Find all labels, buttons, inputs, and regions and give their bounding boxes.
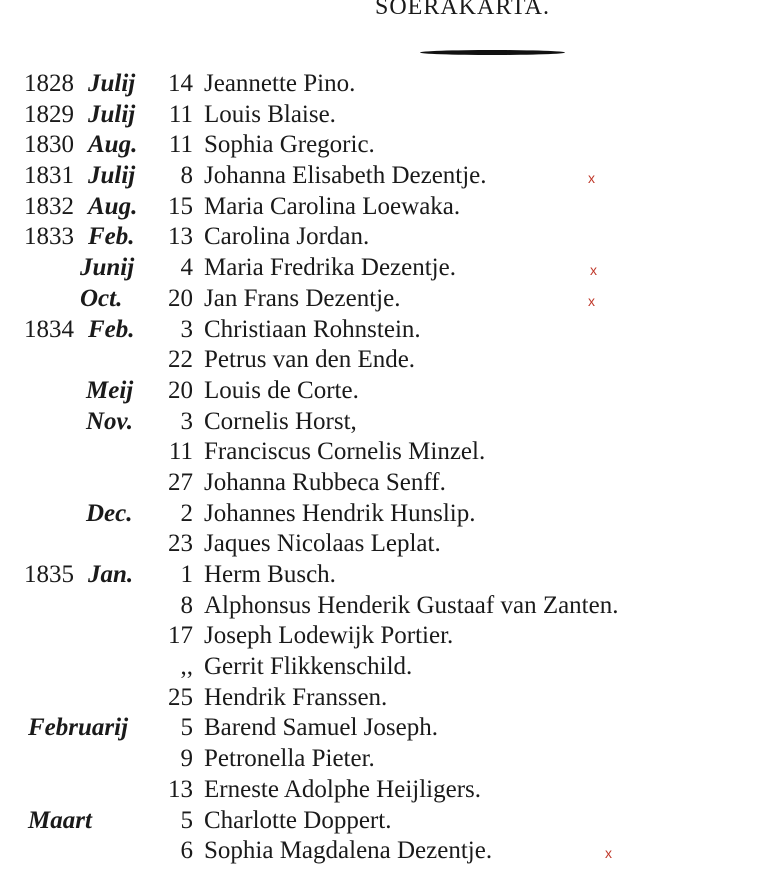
entry-month: Meij [86, 376, 134, 404]
register-entry [0, 652, 762, 683]
entry-month: Dec. [86, 499, 133, 527]
entry-year: 1831 [24, 162, 74, 190]
entry-year: 1835 [24, 561, 74, 588]
entry-name: Petronella Pieter. [204, 745, 375, 773]
register-entry [0, 683, 762, 714]
register-entry [0, 376, 762, 407]
entry-day: 5 [180, 806, 193, 834]
register-entry [0, 130, 762, 161]
entry-day: 8 [180, 591, 193, 619]
entry-month: Feb. [88, 223, 135, 251]
entry-name: Maria Fredrika Dezentje. [204, 254, 456, 282]
entry-name: Alphonsus Henderik Gustaaf van Zanten. [204, 591, 619, 619]
entry-day: 9 [180, 745, 193, 773]
register-entry [0, 284, 762, 315]
register-entry [0, 222, 762, 253]
entry-name: Johannes Hendrik Hunslip. [204, 499, 476, 527]
header-rule [420, 50, 565, 55]
entry-month: Oct. [80, 284, 123, 312]
entry-name: Charlotte Doppert. [204, 806, 392, 834]
entry-name: Louis de Corte. [204, 376, 359, 404]
register-entry [0, 407, 762, 438]
register-entry [0, 100, 762, 131]
entry-day: 13 [168, 775, 193, 803]
entry-year: 1834 [24, 315, 74, 343]
annotation-mark: x [588, 170, 595, 187]
register-entry [0, 621, 762, 652]
register-entry [0, 69, 762, 100]
entry-day: 23 [168, 530, 193, 558]
entry-day: 13 [168, 223, 193, 251]
entry-day: 25 [168, 683, 193, 711]
register-entry [0, 315, 762, 346]
entry-name: Sophia Magdalena Dezentje. [204, 837, 493, 865]
entry-day: 6 [180, 837, 193, 865]
register-entry [0, 161, 762, 192]
entry-month: Maart [28, 806, 92, 834]
register-entry [0, 345, 762, 376]
entry-name: Jan Frans Dezentje. [204, 284, 401, 312]
entry-name: Johanna Rubbeca Senff. [204, 468, 446, 496]
entry-day: 20 [168, 284, 193, 312]
entry-name: Jaques Nicolaas Leplat. [204, 530, 441, 558]
entry-name: Louis Blaise. [204, 100, 336, 128]
entry-day: 1 [180, 561, 193, 588]
entry-day: 17 [168, 622, 193, 650]
register-entry [0, 499, 762, 530]
entry-name: Herm Busch. [204, 561, 336, 588]
entry-name: Barend Samuel Joseph. [204, 714, 438, 742]
entry-day: 5 [180, 714, 193, 742]
annotation-mark: x [588, 292, 595, 309]
annotation-mark: x [605, 845, 612, 862]
register-entry [0, 560, 762, 591]
entry-day: 15 [168, 192, 193, 220]
entry-day: 2 [180, 499, 193, 527]
entry-name: Jeannette Pino. [204, 70, 356, 97]
entry-name: Christiaan Rohnstein. [204, 315, 421, 343]
entry-month: Aug. [88, 192, 138, 220]
entry-name: Gerrit Flikkenschild. [204, 653, 413, 681]
entry-month: Julij [88, 70, 136, 97]
register-entry [0, 192, 762, 223]
entry-name: Maria Carolina Loewaka. [204, 192, 461, 220]
register-entry [0, 591, 762, 622]
entry-year: 1832 [24, 192, 74, 220]
register-entry [0, 468, 762, 499]
entry-name: Franciscus Cornelis Minzel. [204, 438, 486, 466]
entry-day: 3 [180, 315, 193, 343]
entry-year: 1828 [24, 70, 74, 97]
entry-year: 1830 [24, 131, 74, 159]
entry-month: Februarij [28, 714, 129, 742]
register-entry [0, 744, 762, 775]
entry-month: Nov. [86, 407, 133, 435]
register-entry [0, 253, 762, 284]
entry-year: 1829 [24, 100, 74, 128]
register-entry [0, 775, 762, 806]
entry-name: Cornelis Horst, [204, 407, 357, 435]
entry-name: Hendrik Franssen. [204, 683, 388, 711]
entry-month: Junij [80, 254, 135, 282]
entry-name: Carolina Jordan. [204, 223, 370, 251]
entry-day: 27 [168, 468, 193, 496]
entry-name: Johanna Elisabeth Dezentje. [204, 162, 487, 190]
register-entry [0, 437, 762, 468]
register-entry [0, 836, 762, 867]
entry-month: Feb. [88, 315, 135, 343]
entry-year: 1833 [24, 223, 74, 251]
entry-day: 11 [168, 100, 193, 128]
entry-day: 4 [180, 254, 193, 282]
baptism-register-list [0, 69, 762, 867]
entry-day: 8 [180, 162, 193, 190]
annotation-mark: x [590, 262, 597, 279]
entry-day: 22 [168, 346, 193, 374]
register-entry [0, 529, 762, 560]
page-header-title: SOERAKARTA. [375, 0, 550, 20]
entry-month: Aug. [88, 131, 138, 159]
register-entry [0, 806, 762, 837]
entry-day: 14 [168, 70, 193, 97]
entry-name: Petrus van den Ende. [204, 346, 416, 374]
register-entry [0, 713, 762, 744]
entry-day: 3 [180, 407, 193, 435]
entry-month: Jan. [88, 561, 134, 588]
entry-name: Joseph Lodewijk Portier. [204, 622, 454, 650]
entry-day: 11 [168, 131, 193, 159]
entry-month: Julij [88, 100, 136, 128]
entry-day: 20 [168, 376, 193, 404]
entry-name: Erneste Adolphe Heijligers. [204, 775, 482, 803]
entry-name: Sophia Gregoric. [204, 131, 375, 159]
entry-month: Julij [88, 162, 136, 190]
entry-day: 11 [168, 438, 193, 466]
entry-day: ,, [180, 653, 193, 681]
